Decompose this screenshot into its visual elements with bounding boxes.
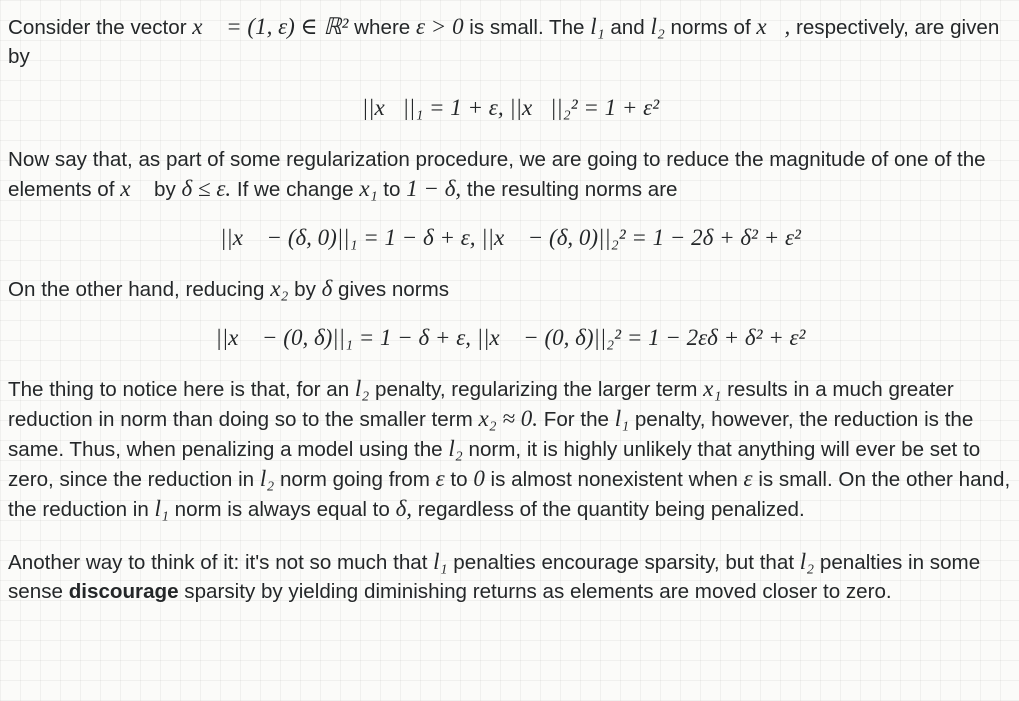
paragraph-text: to bbox=[377, 178, 407, 201]
paragraph-text: results in a much greater reduction in norm than doing so to the smaller term bbox=[8, 378, 954, 431]
l2-symbol: l₂ bbox=[799, 549, 815, 574]
paragraph-text: to bbox=[444, 468, 474, 491]
l1-symbol: l₁ bbox=[590, 14, 605, 39]
l1-symbol: l₁ bbox=[614, 406, 630, 431]
intro-text: is small. The bbox=[463, 16, 591, 39]
vector-symbol: x⃗, bbox=[756, 14, 791, 39]
paragraph-text: If we change bbox=[231, 178, 360, 201]
paragraph-text: norm, it is highly unlikely that anything will ever be set to zero, since the reduction in bbox=[8, 438, 981, 491]
l1-symbol: l₁ bbox=[433, 549, 448, 574]
intro-text: Consider the vector bbox=[8, 16, 193, 39]
other-hand-paragraph bbox=[8, 274, 1013, 304]
reduction-paragraph bbox=[8, 145, 1013, 204]
paragraph-text: norm is always equal to bbox=[168, 498, 396, 521]
paragraph-text: For the bbox=[538, 408, 615, 431]
equation-reduce-x1: ||x⃗ − (δ, 0)||₁ = 1 − δ + ε, ||x⃗ − (δ, 0)||₂² = 1 − 2δ + δ² + ε² bbox=[220, 225, 801, 250]
intro-paragraph bbox=[8, 12, 1013, 71]
paragraph-text: norm going from bbox=[274, 468, 436, 491]
equation-reduce-x2: ||x⃗ − (0, δ)||₁ = 1 − δ + ε, ||x⃗ − (0, δ)||₂² = 1 − 2εδ + δ² + ε² bbox=[215, 325, 806, 350]
paragraph-text: the resulting norms are bbox=[461, 178, 678, 201]
vector-definition: x⃗ = (1, ε) ∈ ℝ² bbox=[192, 14, 349, 39]
paragraph-text: On the other hand, reducing bbox=[8, 278, 271, 301]
paragraph-text: regardless of the quantity being penalized. bbox=[412, 498, 805, 521]
x2-approx: x₂ ≈ 0. bbox=[478, 406, 539, 431]
delta-condition: δ ≤ ε. bbox=[181, 176, 232, 201]
paragraph-text: penalties encourage sparsity, but that bbox=[447, 551, 800, 574]
paragraph-text: sparsity by yielding diminishing returns as elements are moved closer to zero. bbox=[178, 580, 892, 603]
paragraph-text: Another way to think of it: it's not so much that bbox=[8, 551, 434, 574]
equation-original-norms: ||x⃗||₁ = 1 + ε, ||x⃗||₂² = 1 + ε² bbox=[361, 95, 660, 120]
epsilon-condition: ε > 0 bbox=[415, 14, 464, 39]
paragraph-text: by bbox=[148, 178, 182, 201]
explanation-paragraph bbox=[8, 374, 1013, 524]
epsilon-symbol: ε bbox=[435, 466, 445, 491]
paragraph-text: by bbox=[288, 278, 322, 301]
l2-symbol: l₂ bbox=[448, 436, 463, 461]
delta-symbol: δ, bbox=[395, 496, 413, 521]
paragraph-text: is almost nonexistent when bbox=[484, 468, 744, 491]
intro-text: respectively, are given by bbox=[8, 16, 1000, 68]
paragraph-text: is small. On the other hand, the reduction in bbox=[8, 468, 1011, 521]
intro-text: and bbox=[604, 16, 651, 39]
x1-symbol: x₁ bbox=[703, 376, 722, 401]
conclusion-paragraph bbox=[8, 547, 1013, 606]
epsilon-symbol: ε bbox=[743, 466, 753, 491]
x1-symbol: x₁ bbox=[359, 176, 378, 201]
x2-symbol: x₂ bbox=[270, 276, 289, 301]
paragraph-text: penalties in some sense bbox=[8, 551, 981, 603]
vector-symbol: x⃗ bbox=[120, 176, 149, 201]
intro-text: where bbox=[348, 16, 416, 39]
l2-symbol: l₂ bbox=[354, 376, 370, 401]
delta-symbol: δ bbox=[321, 276, 333, 301]
l2-symbol: l₂ bbox=[259, 466, 275, 491]
reduced-value: 1 − δ, bbox=[406, 176, 462, 201]
paragraph-text: penalty, regularizing the larger term bbox=[369, 378, 704, 401]
l2-symbol: l₂ bbox=[650, 14, 665, 39]
emphasis-discourage: discourage bbox=[68, 580, 179, 603]
zero-symbol: 0 bbox=[473, 466, 485, 491]
intro-text: norms of bbox=[664, 16, 757, 39]
paragraph-text: Now say that, as part of some regularization procedure, we are going to reduce the magnitude of one of the elements of bbox=[8, 148, 986, 201]
paragraph-text: The thing to notice here is that, for an bbox=[8, 378, 355, 401]
paragraph-text: penalty, however, the reduction is the same. Thus, when penalizing a model using the bbox=[8, 408, 974, 461]
paragraph-text: gives norms bbox=[332, 278, 450, 301]
l1-symbol: l₁ bbox=[154, 496, 169, 521]
